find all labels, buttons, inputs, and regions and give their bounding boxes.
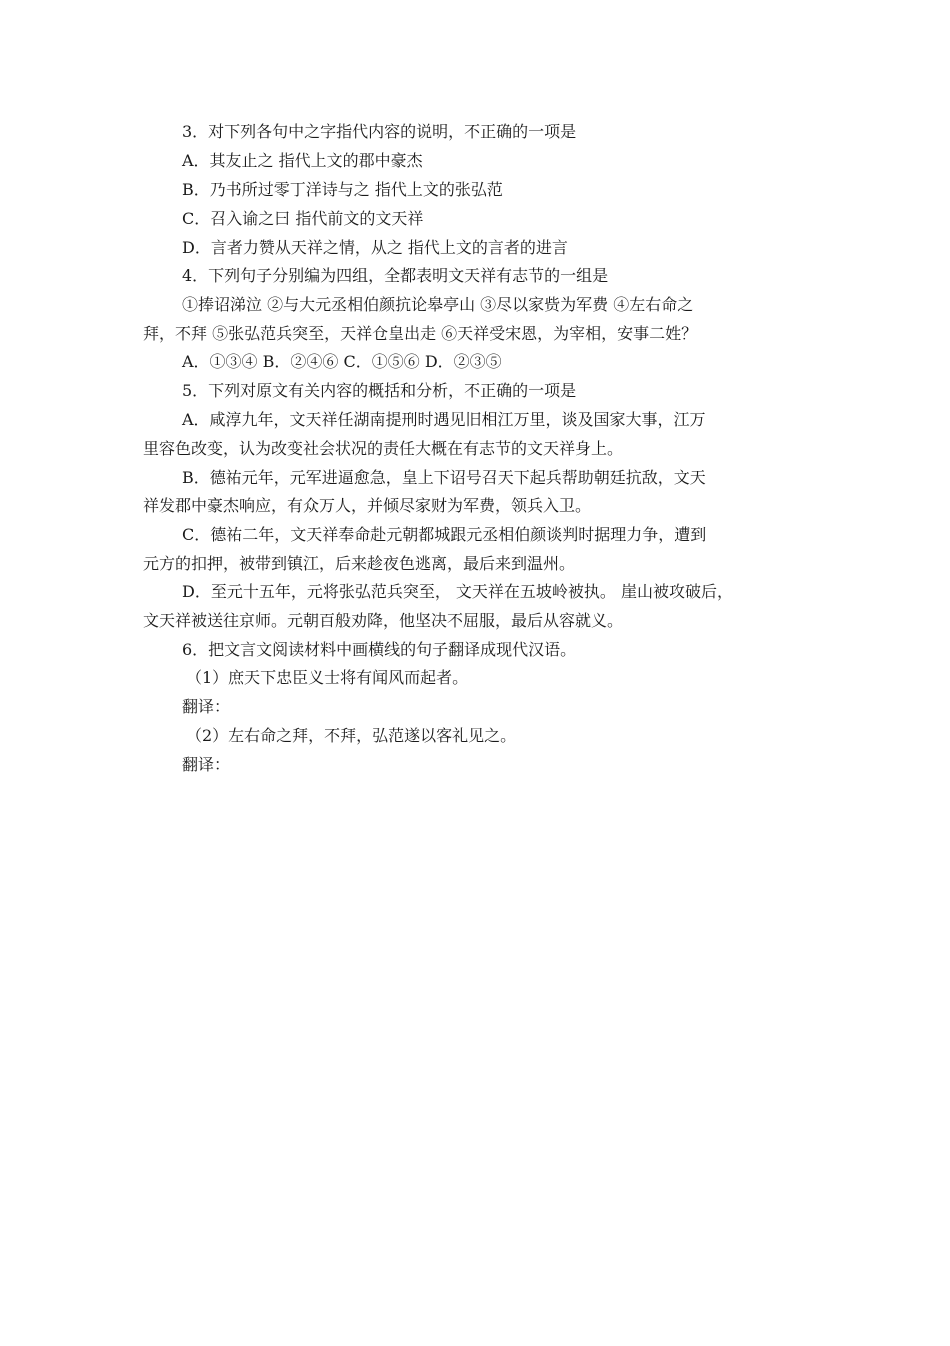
question-6-sentence-1: （1）庶天下忠臣义士将有闻风而起者。 [186, 668, 469, 687]
question-3-option-a: A．其友止之 指代上文的郡中豪杰 [182, 151, 423, 170]
question-3-option-d: D．言者力赞从天祥之情，从之 指代上文的言者的进言 [182, 238, 568, 257]
question-6-stem: 6．把文言文阅读材料中画横线的句子翻译成现代汉语。 [182, 640, 577, 659]
question-4-choices: A．①③④ B．②④⑥ C．①⑤⑥ D．②③⑤ [182, 352, 502, 371]
question-5-option-a-line-2: 里容色改变，认为改变社会状况的责任大概在有志节的文天祥身上。 [143, 439, 624, 458]
question-4-items-line-2: 拜，不拜 ⑤张弘范兵突至，天祥仓皇出走 ⑥天祥受宋恩，为宰相，安事二姓？ [143, 324, 698, 343]
question-5-option-b-line-1: B．德祐元年，元军进逼愈急，皇上下诏号召天下起兵帮助朝廷抗敌，文天 [182, 468, 706, 487]
question-3-option-c: C．召入谕之曰 指代前文的文天祥 [182, 209, 424, 228]
question-5-stem: 5．下列对原文有关内容的概括和分析，不正确的一项是 [182, 381, 577, 400]
question-6-translation-label-2: 翻译： [182, 755, 231, 774]
question-6-sentence-2: （2）左右命之拜，不拜，弘范遂以客礼见之。 [186, 726, 517, 745]
question-6-translation-label-1: 翻译： [182, 697, 231, 716]
question-4-items-line-1: ①捧诏涕泣 ②与大元丞相伯颜抗论皋亭山 ③尽以家赀为军费 ④左右命之 [182, 295, 694, 314]
question-3-option-b: B．乃书所过零丁洋诗与之 指代上文的张弘范 [182, 180, 503, 199]
question-5-option-d-line-2: 文天祥被送往京师。元朝百般劝降，他坚决不屈服，最后从容就义。 [143, 611, 624, 630]
question-5-option-b-line-2: 祥发郡中豪杰响应，有众万人，并倾尽家财为军费，领兵入卫。 [143, 496, 592, 515]
question-5-option-c-line-2: 元方的扣押，被带到镇江，后来趁夜色逃离，最后来到温州。 [143, 554, 576, 573]
question-4-stem: 4．下列句子分别编为四组，全都表明文天祥有志节的一组是 [182, 266, 609, 285]
question-5-option-a-line-1: A．咸淳九年，文天祥任湖南提刑时遇见旧相江万里，谈及国家大事，江万 [182, 410, 706, 429]
question-5-option-d-line-1: D．至元十五年，元将张弘范兵突至， 文天祥在五坡岭被执。 崖山被攻破后， [182, 582, 734, 601]
question-5-option-c-line-1: C．德祐二年，文天祥奉命赴元朝都城跟元丞相伯颜谈判时据理力争，遭到 [182, 525, 707, 544]
question-3-stem: 3．对下列各句中之字指代内容的说明，不正确的一项是 [182, 122, 577, 141]
